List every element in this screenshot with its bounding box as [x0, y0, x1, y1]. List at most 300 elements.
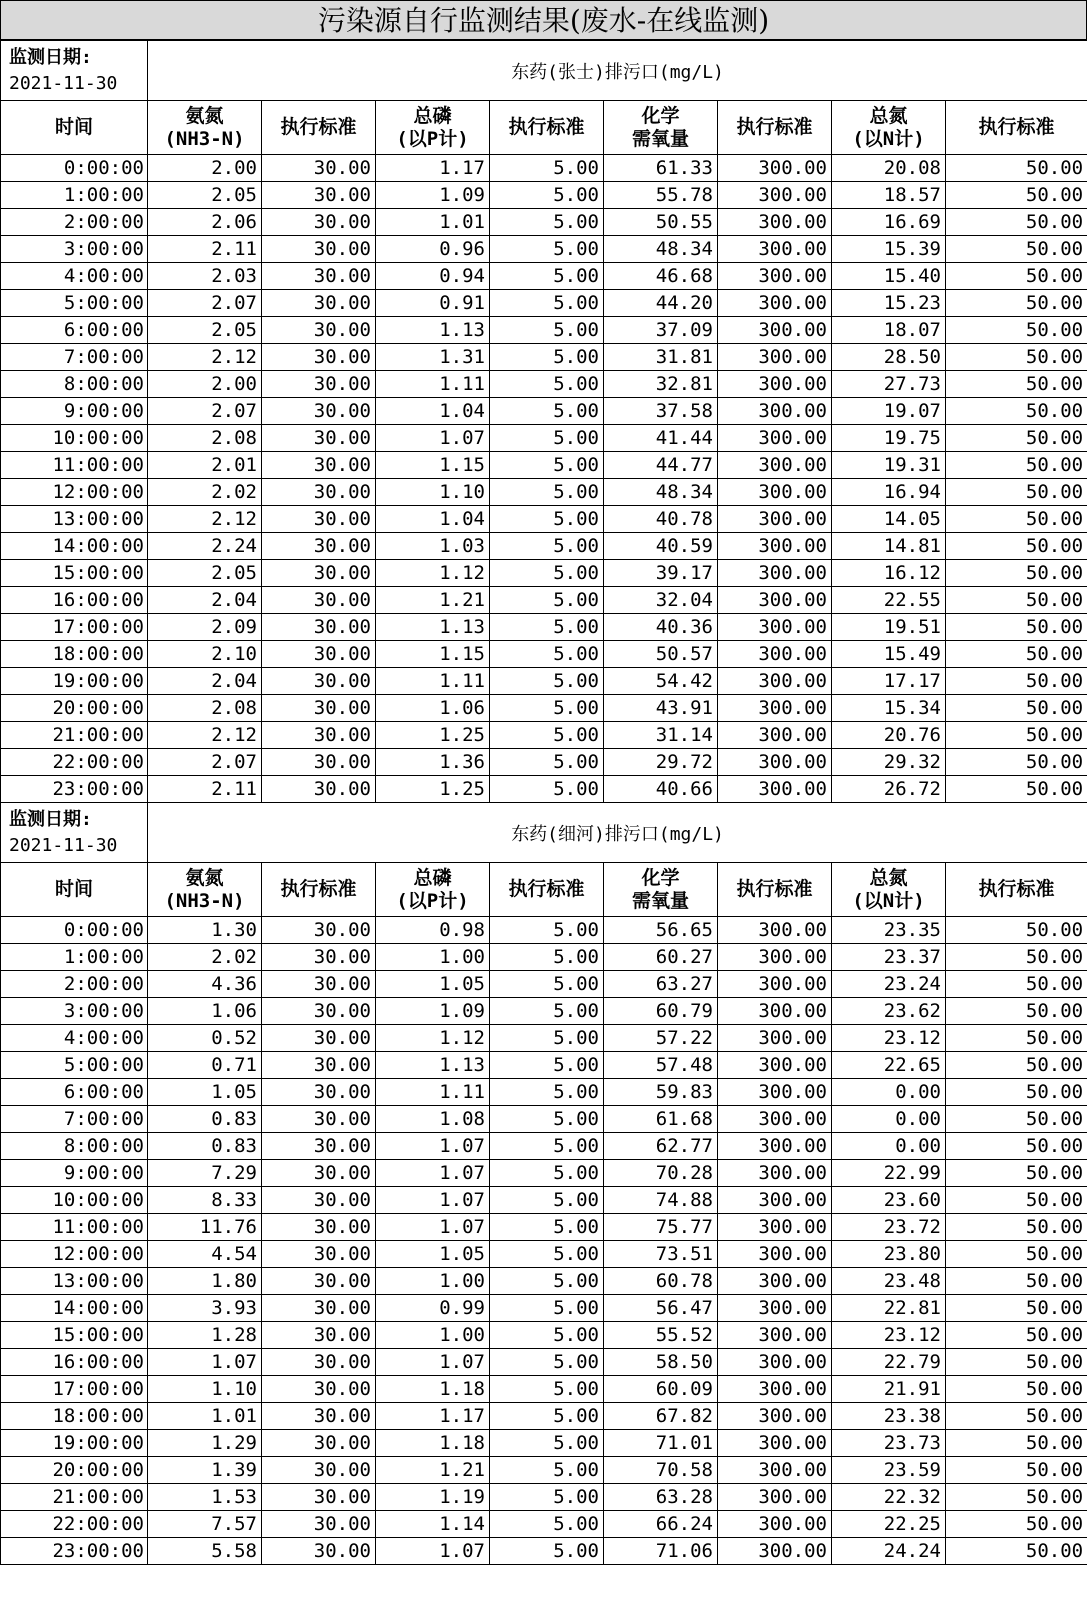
cell-cod: 48.34	[604, 479, 718, 506]
cell-cod: 41.44	[604, 425, 718, 452]
table-row	[1, 695, 1087, 722]
cell-total-phosphorus: 1.11	[376, 1079, 490, 1106]
cell-ammonia-standard: 30.00	[262, 1403, 376, 1430]
cell-cod: 40.59	[604, 533, 718, 560]
cell-total-phosphorus: 1.07	[376, 1133, 490, 1160]
cell-ammonia-standard: 30.00	[262, 1079, 376, 1106]
table-row	[1, 1538, 1087, 1565]
cell-total-phosphorus: 1.15	[376, 452, 490, 479]
cell-total-nitrogen: 15.23	[832, 290, 946, 317]
cell-nitrogen-standard: 50.00	[946, 1187, 1087, 1214]
cell-total-phosphorus: 1.12	[376, 560, 490, 587]
cell-phosphorus-standard: 5.00	[490, 944, 604, 971]
cell-total-phosphorus: 1.07	[376, 425, 490, 452]
cell-cod: 61.33	[604, 155, 718, 182]
cell-total-phosphorus: 1.11	[376, 371, 490, 398]
cell-time: 14:00:00	[1, 533, 148, 560]
cell-phosphorus-standard: 5.00	[490, 1133, 604, 1160]
cell-time: 22:00:00	[1, 749, 148, 776]
date-value: 2021-11-30	[9, 834, 118, 856]
cell-nitrogen-standard: 50.00	[946, 1160, 1087, 1187]
column-header-time	[1, 101, 148, 155]
cell-cod: 55.78	[604, 182, 718, 209]
cell-cod: 60.78	[604, 1268, 718, 1295]
cell-phosphorus-standard: 5.00	[490, 398, 604, 425]
cell-nitrogen-standard: 50.00	[946, 722, 1087, 749]
table-row	[1, 749, 1087, 776]
cell-nitrogen-standard: 50.00	[946, 695, 1087, 722]
cell-cod-standard: 300.00	[718, 263, 832, 290]
cell-cod-standard: 300.00	[718, 209, 832, 236]
cell-cod-standard: 300.00	[718, 1430, 832, 1457]
cell-cod-standard: 300.00	[718, 1214, 832, 1241]
cell-phosphorus-standard: 5.00	[490, 1376, 604, 1403]
table-row	[1, 506, 1087, 533]
cell-phosphorus-standard: 5.00	[490, 425, 604, 452]
cell-nitrogen-standard: 50.00	[946, 155, 1087, 182]
table-row	[1, 1349, 1087, 1376]
cell-phosphorus-standard: 5.00	[490, 1052, 604, 1079]
cell-nitrogen-standard: 50.00	[946, 1106, 1087, 1133]
cell-nitrogen-standard: 50.00	[946, 1322, 1087, 1349]
cell-ammonia-standard: 30.00	[262, 614, 376, 641]
cell-total-phosphorus: 1.13	[376, 317, 490, 344]
cell-time: 12:00:00	[1, 479, 148, 506]
cell-phosphorus-standard: 5.00	[490, 1457, 604, 1484]
cell-nitrogen-standard: 50.00	[946, 917, 1087, 944]
cell-cod: 29.72	[604, 749, 718, 776]
cell-total-phosphorus: 1.03	[376, 533, 490, 560]
cell-time: 9:00:00	[1, 398, 148, 425]
column-header-total-nitrogen	[832, 101, 946, 155]
cell-nitrogen-standard: 50.00	[946, 1403, 1087, 1430]
cell-time: 4:00:00	[1, 1025, 148, 1052]
column-header-time	[1, 863, 148, 917]
cell-cod: 60.27	[604, 944, 718, 971]
cell-ammonia-nitrogen: 2.07	[148, 398, 262, 425]
cell-total-phosphorus: 1.09	[376, 182, 490, 209]
cell-ammonia-nitrogen: 1.28	[148, 1322, 262, 1349]
cell-ammonia-standard: 30.00	[262, 668, 376, 695]
cell-total-nitrogen: 23.35	[832, 917, 946, 944]
cell-phosphorus-standard: 5.00	[490, 1214, 604, 1241]
cell-ammonia-standard: 30.00	[262, 533, 376, 560]
cell-ammonia-standard: 30.00	[262, 587, 376, 614]
cell-phosphorus-standard: 5.00	[490, 317, 604, 344]
cell-cod: 32.81	[604, 371, 718, 398]
cell-ammonia-standard: 30.00	[262, 749, 376, 776]
cell-phosphorus-standard: 5.00	[490, 1349, 604, 1376]
cell-nitrogen-standard: 50.00	[946, 263, 1087, 290]
cell-nitrogen-standard: 50.00	[946, 317, 1087, 344]
cell-total-nitrogen: 16.94	[832, 479, 946, 506]
cell-ammonia-nitrogen: 2.05	[148, 182, 262, 209]
cell-ammonia-nitrogen: 3.93	[148, 1295, 262, 1322]
cell-time: 4:00:00	[1, 263, 148, 290]
cell-cod: 66.24	[604, 1511, 718, 1538]
cell-cod-standard: 300.00	[718, 641, 832, 668]
cell-ammonia-standard: 30.00	[262, 452, 376, 479]
cell-cod: 43.91	[604, 695, 718, 722]
cell-cod: 50.55	[604, 209, 718, 236]
cell-total-phosphorus: 1.13	[376, 1052, 490, 1079]
cell-nitrogen-standard: 50.00	[946, 560, 1087, 587]
table-row	[1, 398, 1087, 425]
cell-ammonia-nitrogen: 1.30	[148, 917, 262, 944]
cell-cod-standard: 300.00	[718, 371, 832, 398]
column-header-line: 总磷	[413, 866, 452, 889]
cell-nitrogen-standard: 50.00	[946, 614, 1087, 641]
cell-total-nitrogen: 28.50	[832, 344, 946, 371]
cell-total-nitrogen: 26.72	[832, 776, 946, 803]
cell-phosphorus-standard: 5.00	[490, 533, 604, 560]
cell-cod-standard: 300.00	[718, 1133, 832, 1160]
cell-cod-standard: 300.00	[718, 1106, 832, 1133]
cell-total-phosphorus: 1.18	[376, 1430, 490, 1457]
cell-total-nitrogen: 23.59	[832, 1457, 946, 1484]
cell-ammonia-nitrogen: 4.54	[148, 1241, 262, 1268]
cell-ammonia-standard: 30.00	[262, 1187, 376, 1214]
cell-time: 23:00:00	[1, 776, 148, 803]
cell-time: 15:00:00	[1, 560, 148, 587]
cell-total-phosphorus: 1.00	[376, 944, 490, 971]
table-row	[1, 1133, 1087, 1160]
column-header-phosphorus-standard	[490, 101, 604, 155]
cell-phosphorus-standard: 5.00	[490, 641, 604, 668]
cell-total-nitrogen: 16.12	[832, 560, 946, 587]
cell-phosphorus-standard: 5.00	[490, 344, 604, 371]
cell-cod-standard: 300.00	[718, 1457, 832, 1484]
cell-phosphorus-standard: 5.00	[490, 1160, 604, 1187]
cell-ammonia-nitrogen: 1.53	[148, 1484, 262, 1511]
cell-cod-standard: 300.00	[718, 1268, 832, 1295]
cell-ammonia-nitrogen: 0.52	[148, 1025, 262, 1052]
cell-ammonia-standard: 30.00	[262, 917, 376, 944]
cell-ammonia-nitrogen: 7.57	[148, 1511, 262, 1538]
cell-nitrogen-standard: 50.00	[946, 1133, 1087, 1160]
cell-total-nitrogen: 23.48	[832, 1268, 946, 1295]
cell-total-phosphorus: 1.07	[376, 1187, 490, 1214]
cell-total-phosphorus: 1.21	[376, 587, 490, 614]
cell-cod-standard: 300.00	[718, 317, 832, 344]
cell-total-phosphorus: 1.07	[376, 1349, 490, 1376]
cell-cod: 32.04	[604, 587, 718, 614]
cell-ammonia-standard: 30.00	[262, 641, 376, 668]
cell-ammonia-standard: 30.00	[262, 944, 376, 971]
cell-ammonia-standard: 30.00	[262, 1214, 376, 1241]
cell-cod-standard: 300.00	[718, 236, 832, 263]
cell-time: 13:00:00	[1, 506, 148, 533]
cell-nitrogen-standard: 50.00	[946, 1484, 1087, 1511]
cell-phosphorus-standard: 5.00	[490, 776, 604, 803]
table-row	[1, 371, 1087, 398]
cell-phosphorus-standard: 5.00	[490, 1403, 604, 1430]
cell-total-phosphorus: 1.11	[376, 668, 490, 695]
cell-time: 20:00:00	[1, 695, 148, 722]
cell-phosphorus-standard: 5.00	[490, 1484, 604, 1511]
cell-ammonia-standard: 30.00	[262, 1430, 376, 1457]
cell-total-nitrogen: 23.60	[832, 1187, 946, 1214]
cell-total-phosphorus: 0.94	[376, 263, 490, 290]
cell-time: 13:00:00	[1, 1268, 148, 1295]
cell-ammonia-nitrogen: 2.09	[148, 614, 262, 641]
cell-phosphorus-standard: 5.00	[490, 1241, 604, 1268]
table-row	[1, 1025, 1087, 1052]
column-header-total-phosphorus	[376, 101, 490, 155]
cell-cod: 75.77	[604, 1214, 718, 1241]
cell-time: 1:00:00	[1, 182, 148, 209]
cell-ammonia-nitrogen: 0.83	[148, 1133, 262, 1160]
table-row	[1, 1241, 1087, 1268]
cell-phosphorus-standard: 5.00	[490, 155, 604, 182]
cell-ammonia-standard: 30.00	[262, 1457, 376, 1484]
cell-time: 14:00:00	[1, 1295, 148, 1322]
cell-ammonia-standard: 30.00	[262, 155, 376, 182]
cell-cod-standard: 300.00	[718, 1538, 832, 1565]
table-row	[1, 1484, 1087, 1511]
cell-nitrogen-standard: 50.00	[946, 452, 1087, 479]
table-row	[1, 1322, 1087, 1349]
table-row	[1, 776, 1087, 803]
table-row	[1, 425, 1087, 452]
cell-time: 1:00:00	[1, 944, 148, 971]
cell-time: 8:00:00	[1, 371, 148, 398]
cell-phosphorus-standard: 5.00	[490, 614, 604, 641]
cell-ammonia-nitrogen: 1.80	[148, 1268, 262, 1295]
cell-ammonia-standard: 30.00	[262, 371, 376, 398]
cell-nitrogen-standard: 50.00	[946, 1268, 1087, 1295]
cell-cod: 40.36	[604, 614, 718, 641]
cell-ammonia-standard: 30.00	[262, 1322, 376, 1349]
cell-time: 12:00:00	[1, 1241, 148, 1268]
cell-ammonia-standard: 30.00	[262, 1349, 376, 1376]
cell-ammonia-nitrogen: 2.24	[148, 533, 262, 560]
cell-ammonia-nitrogen: 1.10	[148, 1376, 262, 1403]
cell-nitrogen-standard: 50.00	[946, 236, 1087, 263]
cell-ammonia-standard: 30.00	[262, 344, 376, 371]
cell-total-nitrogen: 17.17	[832, 668, 946, 695]
cell-ammonia-nitrogen: 2.11	[148, 776, 262, 803]
column-header-nitrogen-standard	[946, 101, 1087, 155]
cell-phosphorus-standard: 5.00	[490, 506, 604, 533]
cell-ammonia-nitrogen: 2.02	[148, 479, 262, 506]
cell-ammonia-standard: 30.00	[262, 1295, 376, 1322]
cell-time: 11:00:00	[1, 452, 148, 479]
cell-total-phosphorus: 1.09	[376, 998, 490, 1025]
cell-cod: 50.57	[604, 641, 718, 668]
cell-nitrogen-standard: 50.00	[946, 209, 1087, 236]
cell-cod-standard: 300.00	[718, 533, 832, 560]
cell-total-phosphorus: 1.04	[376, 398, 490, 425]
cell-cod-standard: 300.00	[718, 479, 832, 506]
cell-nitrogen-standard: 50.00	[946, 425, 1087, 452]
cell-phosphorus-standard: 5.00	[490, 263, 604, 290]
cell-nitrogen-standard: 50.00	[946, 1457, 1087, 1484]
cell-ammonia-nitrogen: 1.39	[148, 1457, 262, 1484]
cell-ammonia-nitrogen: 2.12	[148, 344, 262, 371]
table-row	[1, 998, 1087, 1025]
cell-cod-standard: 300.00	[718, 398, 832, 425]
cell-nitrogen-standard: 50.00	[946, 749, 1087, 776]
column-header-line: 执行标准	[508, 116, 585, 138]
cell-cod: 54.42	[604, 668, 718, 695]
cell-cod: 62.77	[604, 1133, 718, 1160]
cell-ammonia-standard: 30.00	[262, 1511, 376, 1538]
column-header-ammonia-standard	[262, 101, 376, 155]
cell-time: 2:00:00	[1, 971, 148, 998]
cell-cod: 48.34	[604, 236, 718, 263]
cell-cod-standard: 300.00	[718, 1484, 832, 1511]
column-header-line: 化学	[641, 866, 680, 889]
table-row	[1, 452, 1087, 479]
cell-ammonia-standard: 30.00	[262, 209, 376, 236]
cell-phosphorus-standard: 5.00	[490, 1025, 604, 1052]
cell-ammonia-standard: 30.00	[262, 1484, 376, 1511]
cell-ammonia-nitrogen: 2.00	[148, 155, 262, 182]
cell-cod-standard: 300.00	[718, 506, 832, 533]
cell-phosphorus-standard: 5.00	[490, 998, 604, 1025]
cell-time: 7:00:00	[1, 1106, 148, 1133]
cell-total-phosphorus: 1.00	[376, 1268, 490, 1295]
column-header-line: 时间	[54, 116, 93, 138]
cell-ammonia-nitrogen: 2.04	[148, 668, 262, 695]
cell-total-phosphorus: 1.07	[376, 1160, 490, 1187]
cell-total-phosphorus: 1.07	[376, 1214, 490, 1241]
cell-nitrogen-standard: 50.00	[946, 533, 1087, 560]
cell-total-nitrogen: 22.79	[832, 1349, 946, 1376]
cell-cod: 44.77	[604, 452, 718, 479]
cell-phosphorus-standard: 5.00	[490, 749, 604, 776]
cell-time: 23:00:00	[1, 1538, 148, 1565]
cell-ammonia-standard: 30.00	[262, 1025, 376, 1052]
cell-ammonia-nitrogen: 2.12	[148, 506, 262, 533]
cell-ammonia-standard: 30.00	[262, 722, 376, 749]
cell-time: 0:00:00	[1, 917, 148, 944]
cell-ammonia-nitrogen: 2.00	[148, 371, 262, 398]
cell-phosphorus-standard: 5.00	[490, 722, 604, 749]
table-row	[1, 944, 1087, 971]
cell-cod: 57.22	[604, 1025, 718, 1052]
cell-time: 9:00:00	[1, 1160, 148, 1187]
cell-cod-standard: 300.00	[718, 695, 832, 722]
cell-ammonia-nitrogen: 2.01	[148, 452, 262, 479]
cell-time: 11:00:00	[1, 1214, 148, 1241]
column-header-line: 执行标准	[978, 116, 1055, 138]
cell-total-nitrogen: 15.39	[832, 236, 946, 263]
cell-nitrogen-standard: 50.00	[946, 1295, 1087, 1322]
cell-ammonia-standard: 30.00	[262, 317, 376, 344]
cell-cod: 37.58	[604, 398, 718, 425]
cell-cod-standard: 300.00	[718, 425, 832, 452]
cell-total-nitrogen: 23.38	[832, 1403, 946, 1430]
cell-nitrogen-standard: 50.00	[946, 971, 1087, 998]
cell-ammonia-nitrogen: 2.12	[148, 722, 262, 749]
cell-ammonia-standard: 30.00	[262, 290, 376, 317]
column-header-line: 执行标准	[508, 878, 585, 900]
cell-total-nitrogen: 22.55	[832, 587, 946, 614]
cell-cod: 67.82	[604, 1403, 718, 1430]
cell-ammonia-nitrogen: 2.10	[148, 641, 262, 668]
cell-ammonia-standard: 30.00	[262, 1160, 376, 1187]
column-header-line: (以P计)	[396, 889, 469, 912]
cell-total-nitrogen: 22.32	[832, 1484, 946, 1511]
cell-phosphorus-standard: 5.00	[490, 917, 604, 944]
cell-nitrogen-standard: 50.00	[946, 1214, 1087, 1241]
cell-cod-standard: 300.00	[718, 1322, 832, 1349]
cell-phosphorus-standard: 5.00	[490, 371, 604, 398]
column-header-phosphorus-standard	[490, 863, 604, 917]
cell-ammonia-standard: 30.00	[262, 1052, 376, 1079]
cell-phosphorus-standard: 5.00	[490, 1295, 604, 1322]
table-row	[1, 1052, 1087, 1079]
table-row	[1, 344, 1087, 371]
table-row	[1, 1430, 1087, 1457]
cell-nitrogen-standard: 50.00	[946, 587, 1087, 614]
cell-cod-standard: 300.00	[718, 971, 832, 998]
table-row	[1, 917, 1087, 944]
cell-nitrogen-standard: 50.00	[946, 506, 1087, 533]
cell-total-phosphorus: 1.25	[376, 722, 490, 749]
cell-time: 7:00:00	[1, 344, 148, 371]
cell-cod: 57.48	[604, 1052, 718, 1079]
cell-cod-standard: 300.00	[718, 344, 832, 371]
cell-total-nitrogen: 15.40	[832, 263, 946, 290]
cell-time: 10:00:00	[1, 1187, 148, 1214]
cell-cod: 58.50	[604, 1349, 718, 1376]
monitoring-date-cell	[1, 803, 148, 863]
cell-phosphorus-standard: 5.00	[490, 1268, 604, 1295]
column-header-total-nitrogen	[832, 863, 946, 917]
cell-ammonia-nitrogen: 1.29	[148, 1430, 262, 1457]
cell-ammonia-nitrogen: 1.05	[148, 1079, 262, 1106]
cell-ammonia-standard: 30.00	[262, 1376, 376, 1403]
cell-total-phosphorus: 1.36	[376, 749, 490, 776]
cell-ammonia-standard: 30.00	[262, 236, 376, 263]
cell-cod-standard: 300.00	[718, 998, 832, 1025]
cell-time: 6:00:00	[1, 317, 148, 344]
cell-ammonia-standard: 30.00	[262, 695, 376, 722]
cell-total-phosphorus: 1.18	[376, 1376, 490, 1403]
cell-total-nitrogen: 18.57	[832, 182, 946, 209]
section-header	[1, 803, 1087, 863]
cell-ammonia-nitrogen: 2.07	[148, 749, 262, 776]
cell-ammonia-standard: 30.00	[262, 1133, 376, 1160]
cell-ammonia-nitrogen: 2.08	[148, 695, 262, 722]
cell-time: 16:00:00	[1, 587, 148, 614]
cell-cod-standard: 300.00	[718, 1376, 832, 1403]
column-header-line: 需氧量	[631, 127, 689, 150]
cell-cod-standard: 300.00	[718, 749, 832, 776]
cell-ammonia-standard: 30.00	[262, 182, 376, 209]
cell-total-phosphorus: 1.12	[376, 1025, 490, 1052]
cell-time: 10:00:00	[1, 425, 148, 452]
cell-total-nitrogen: 27.73	[832, 371, 946, 398]
table-row	[1, 971, 1087, 998]
cell-ammonia-standard: 30.00	[262, 479, 376, 506]
cell-total-phosphorus: 1.31	[376, 344, 490, 371]
cell-nitrogen-standard: 50.00	[946, 1052, 1087, 1079]
cell-total-phosphorus: 0.98	[376, 917, 490, 944]
table-row	[1, 560, 1087, 587]
cell-phosphorus-standard: 5.00	[490, 1538, 604, 1565]
cell-total-nitrogen: 15.49	[832, 641, 946, 668]
column-header-cod	[604, 863, 718, 917]
cell-cod: 56.65	[604, 917, 718, 944]
column-header-line: 氨氮	[185, 104, 224, 127]
cell-time: 2:00:00	[1, 209, 148, 236]
cell-phosphorus-standard: 5.00	[490, 1430, 604, 1457]
table-row	[1, 1511, 1087, 1538]
